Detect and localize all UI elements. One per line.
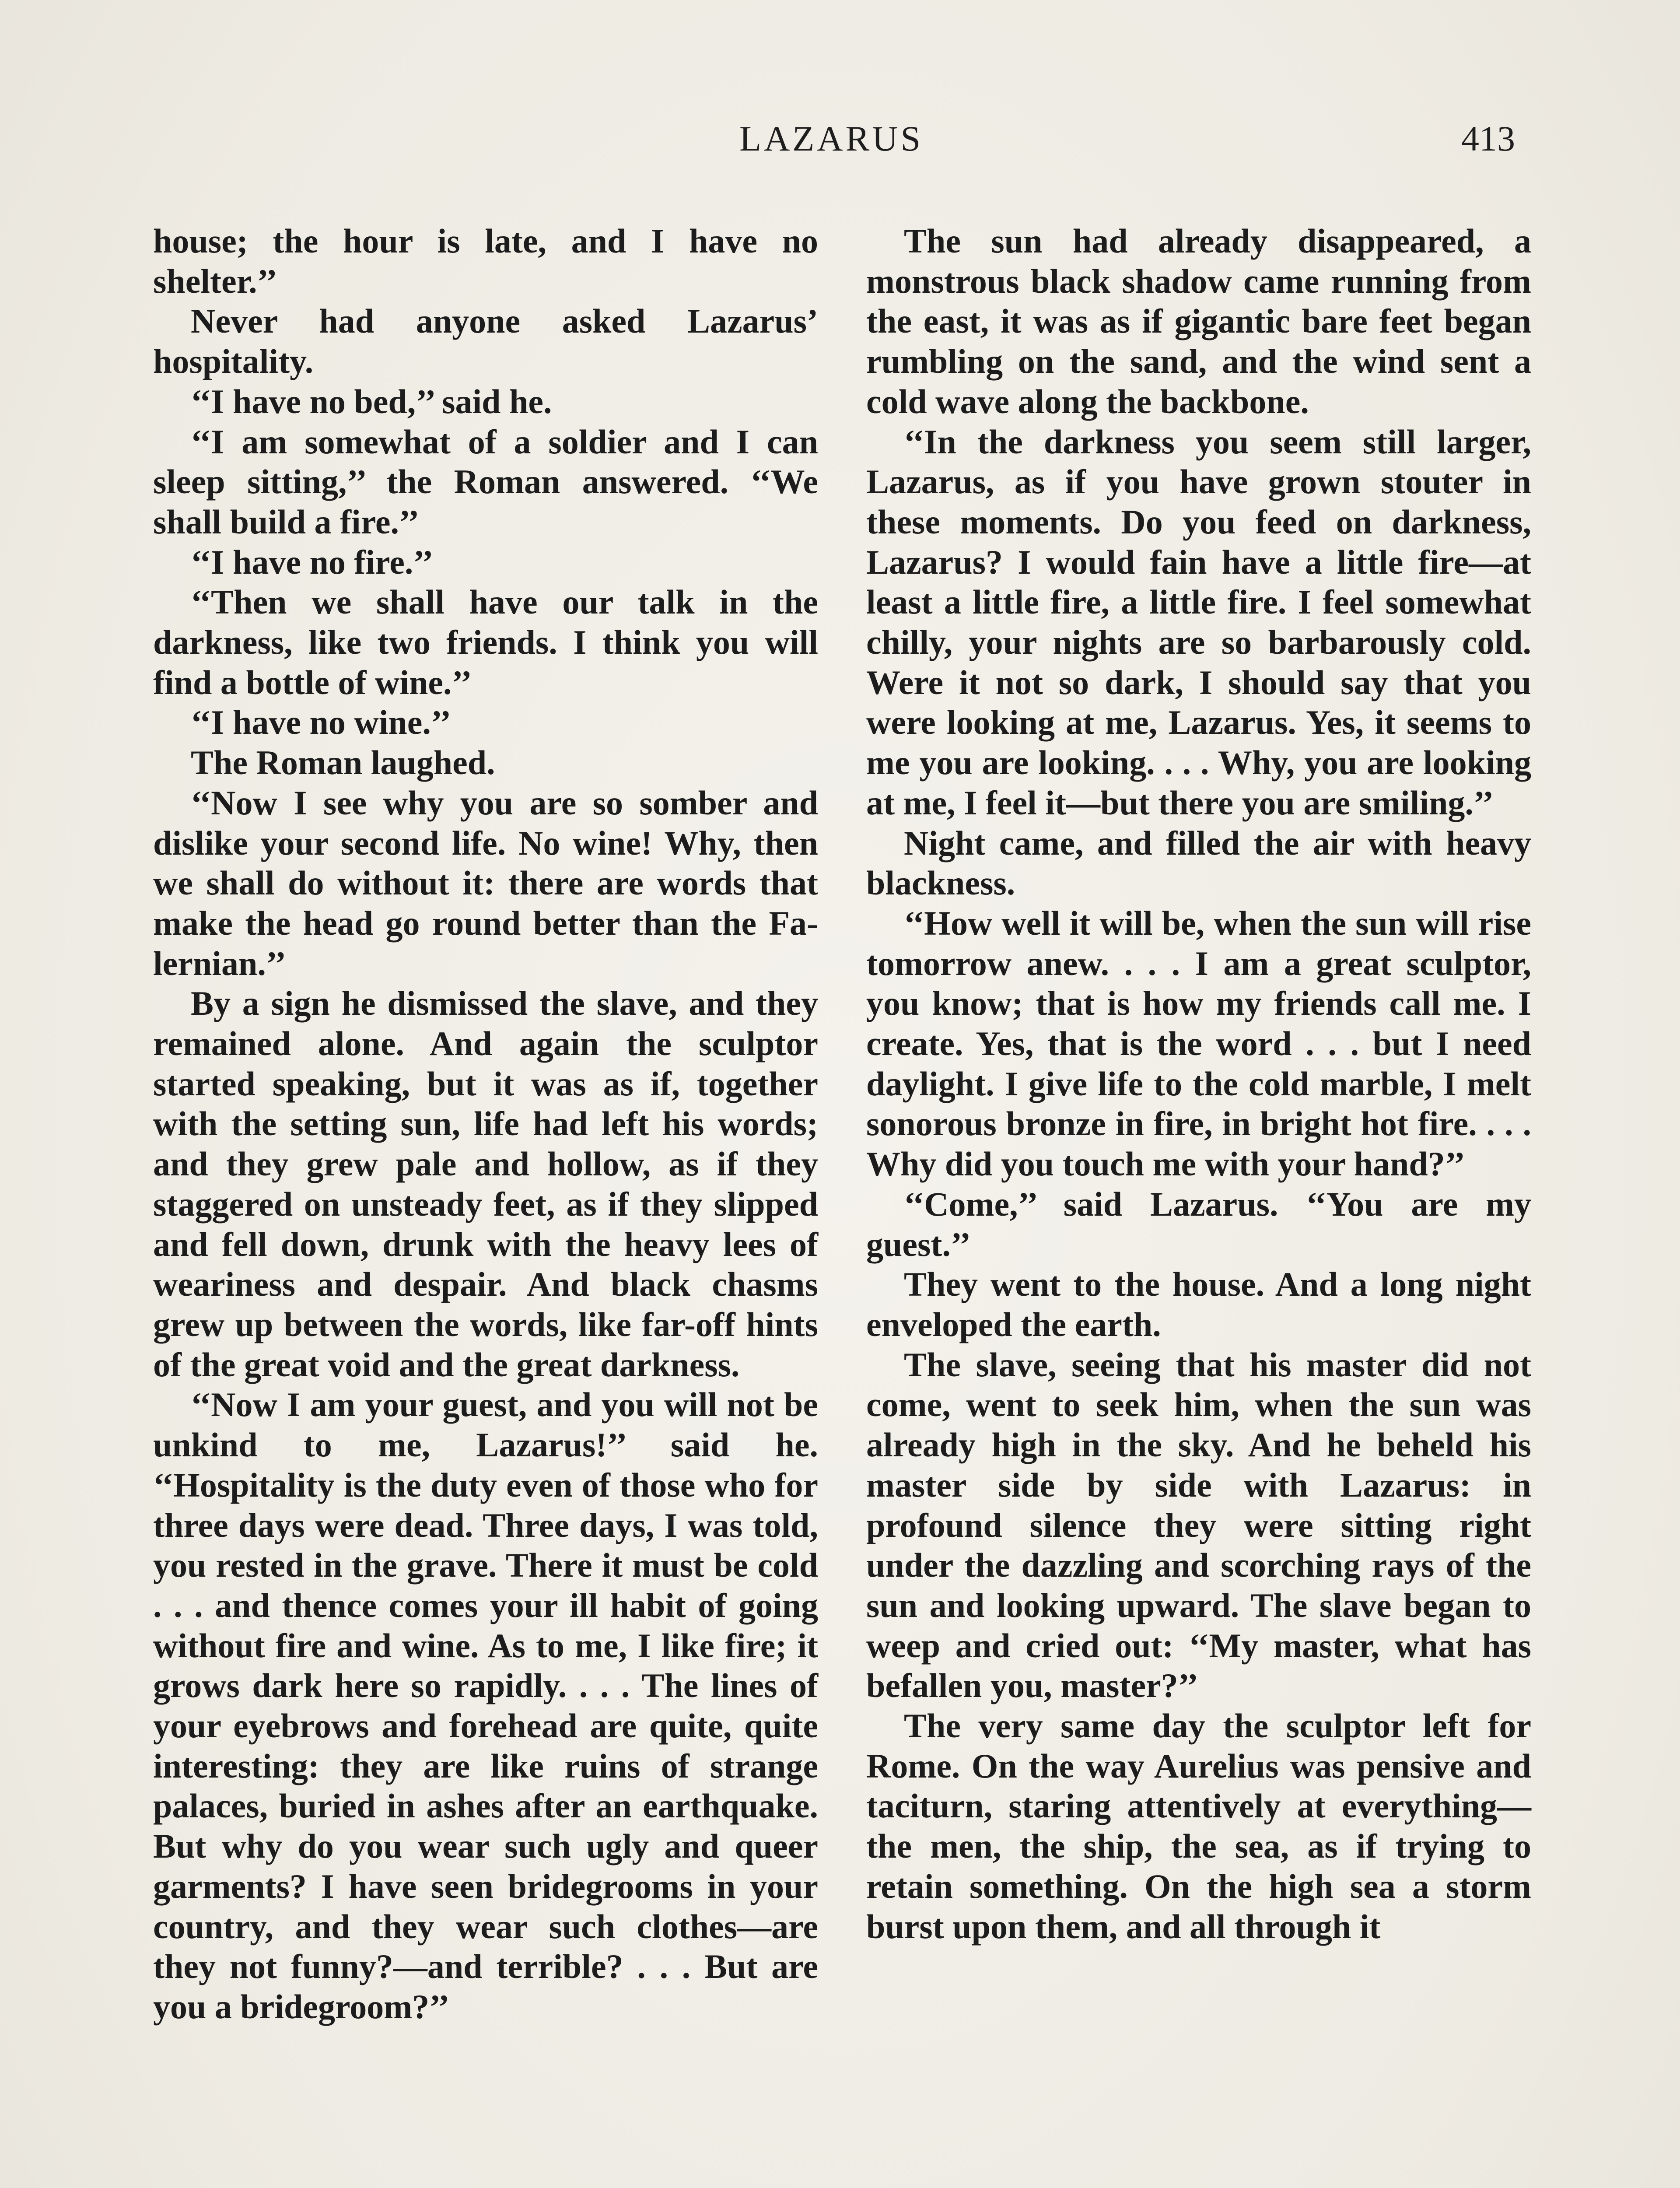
paragraph: The Roman laughed. — [191, 743, 495, 782]
paragraph: ‘‘I have no bed,’’ said he. — [191, 382, 552, 421]
left-column — [153, 221, 818, 2027]
page-number: 413 — [1461, 119, 1515, 158]
paragraph: ‘‘I am somewhat of a soldier and I can sleep sitting,’’ the Roman answered. ‘‘We shall build a fire.’’ — [153, 422, 818, 541]
paragraph: house; the hour is late, and I have no shelter.’’ — [153, 222, 818, 300]
paragraph: The sun had already disappeared, a monstrous black shadow came running from the east, it was as if gigantic bare feet began rumbling on the sand, and the wind sent a cold wave along the backbone. — [866, 222, 1531, 421]
paragraph: By a sign he dismissed the slave, and they remained alone. And again the sculptor started speaking, but it was as if, together with the setting sun, life had left his words; and they grew pale and hollow, as if they staggered on unsteady feet, as if they slipped and fell down, drunk with the heavy lees of weariness and despair. And black chasms grew up between the words, like far-off hints of the great void and the great darkness. — [153, 984, 818, 1384]
paragraph: ‘‘Then we shall have our talk in the darkness, like two friends. I think you will find a bottle of wine.’’ — [153, 583, 818, 701]
paragraph: ‘‘In the darkness you seem still larger, Lazarus, as if you have grown stouter in these moments. Do you feed on darkness, Lazarus? I would fain have a little fire—at least a little fire, a little fire. I feel somewhat chilly, your nights are so barbarously cold. Were it not so dark, I should say that you were looking at me, Lazarus. Yes, it seems to me you are looking. . . . Why, you are looking at me, I feel it—but there you are smiling.’’ — [866, 422, 1531, 822]
paragraph: The very same day the sculptor left for Rome. On the way Aurelius was pensive and taciturn, staring attentively at everything—the men, the ship, the sea, as if trying to retain something. On the high sea a storm burst upon them, and all through it — [866, 1707, 1531, 1946]
paragraph: Night came, and filled the air with heavy blackness. — [866, 824, 1531, 902]
running-title: LAZARUS — [739, 119, 924, 158]
paragraph: ‘‘Come,’’ said Lazarus. ‘‘You are my guest.’’ — [866, 1185, 1531, 1263]
paragraph: ‘‘How well it will be, when the sun will rise tomorrow anew. . . . I am a great sculptor, you know; that is how my friends call me. I create. Yes, that is the word . . . but I need daylight. I give life to the cold marble, I melt sonorous bronze in fire, in bright hot fire. . . . Why did you touch me with your hand?’’ — [866, 904, 1531, 1183]
running-header — [0, 118, 1680, 166]
paragraph: ‘‘Now I am your guest, and you will not be unkind to me, Lazarus!’’ said he. ‘‘Hospitality is the duty even of those who for three days were dead. Three days, I was told, you rested in the grave. There it must be cold . . . and thence comes your ill habit of going without fire and wine. As to me, I like fire; it grows dark here so rapidly. . . . The lines of your eyebrows and forehead are quite, quite interesting: they are like ruins of strange palaces, buried in ashes after an earthquake. But why do you wear such ugly and queer garments? I have seen bridegrooms in your country, and they wear such clothes—are they not funny?—and terrible? . . . But are you a bridegroom?’’ — [153, 1385, 818, 2026]
paragraph: Never had anyone asked Lazarus’ hospitality. — [153, 302, 818, 381]
paragraph: They went to the house. And a long night enveloped the earth. — [866, 1265, 1531, 1343]
paragraph: ‘‘Now I see why you are so somber and dislike your second life. No wine! Why, then we shall do without it: there are words that make the head go round better than the Falernian.’’ — [153, 783, 818, 982]
paragraph: ‘‘I have no fire.’’ — [191, 543, 434, 581]
paragraph: ‘‘I have no wine.’’ — [191, 703, 452, 742]
right-column — [866, 221, 1531, 1946]
paragraph: The slave, seeing that his master did not come, went to seek him, when the sun was already high in the sky. And he beheld his master side by side with Lazarus: in profound silence they were sitting right under the dazzling and scorching rays of the sun and looking upward. The slave began to weep and cried out: ‘‘My master, what has befallen you, master?’’ — [866, 1345, 1531, 1705]
